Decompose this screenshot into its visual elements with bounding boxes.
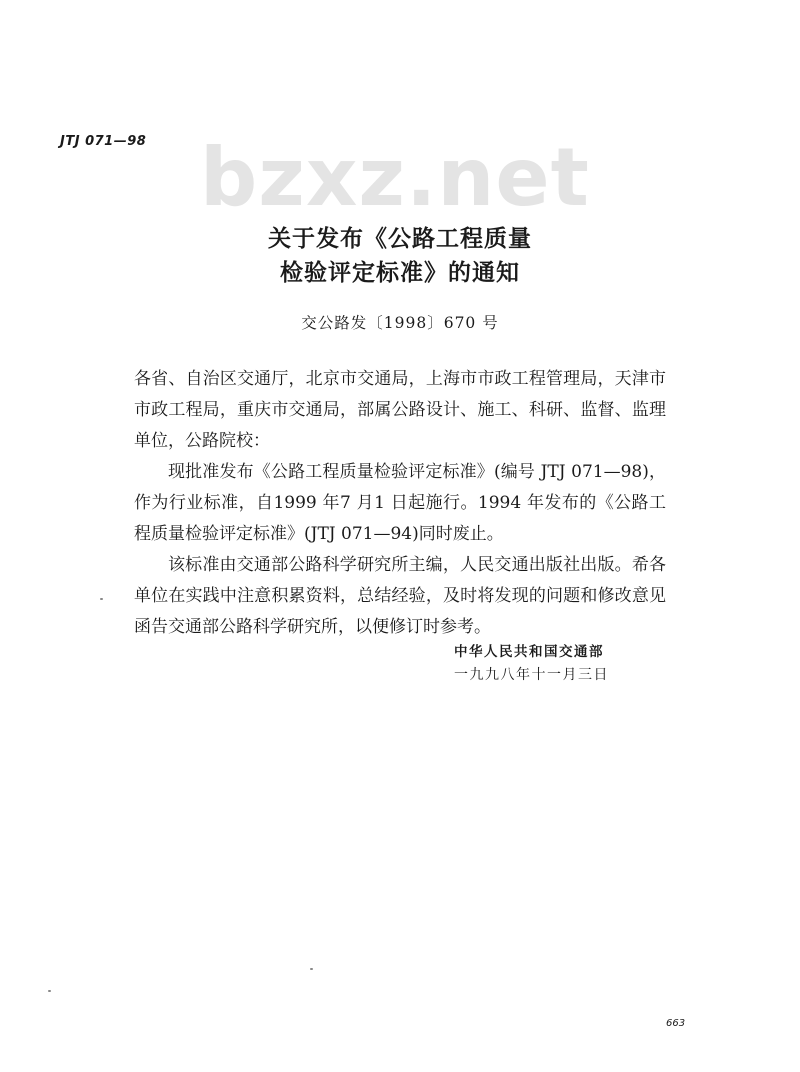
title-line-2: 检验评定标准》的通知 — [280, 260, 520, 286]
standard-code: JTJ 071—98 — [60, 134, 147, 149]
notice-body — [134, 364, 666, 643]
scan-speck — [310, 968, 313, 970]
scan-speck — [100, 598, 103, 600]
page-number: 663 — [666, 1018, 686, 1029]
paragraph-2: 该标准由交通部公路科学研究所主编，人民交通出版社出版。希各单位在实践中注意积累资料，总结经验，及时将发现的问题和修改意见函告交通部公路科学研究所，以便修订时参考。 — [134, 555, 666, 637]
title-line-1: 关于发布《公路工程质量 — [268, 226, 532, 252]
document-number: 交公路发〔1998〕670 号 — [301, 314, 499, 332]
salutation: 各省、自治区交通厅，北京市交通局，上海市市政工程管理局，天津市市政工程局，重庆市交通局，部属公路设计、施工、科研、监督、监理单位，公路院校： — [134, 369, 666, 451]
issue-date: 一九九八年十一月三日 — [454, 667, 609, 683]
paragraph-1: 现批准发布《公路工程质量检验评定标准》(编号 JTJ 071—98)，作为行业标准，自1999 年7 月1 日起施行。1994 年发布的《公路工程质量检验评定标准》(JTJ 071—94)同时废止。 — [134, 462, 666, 544]
issuer: 中华人民共和国交通部 — [454, 644, 604, 660]
watermark: bzxz.net — [200, 131, 590, 224]
scan-speck — [48, 990, 51, 992]
